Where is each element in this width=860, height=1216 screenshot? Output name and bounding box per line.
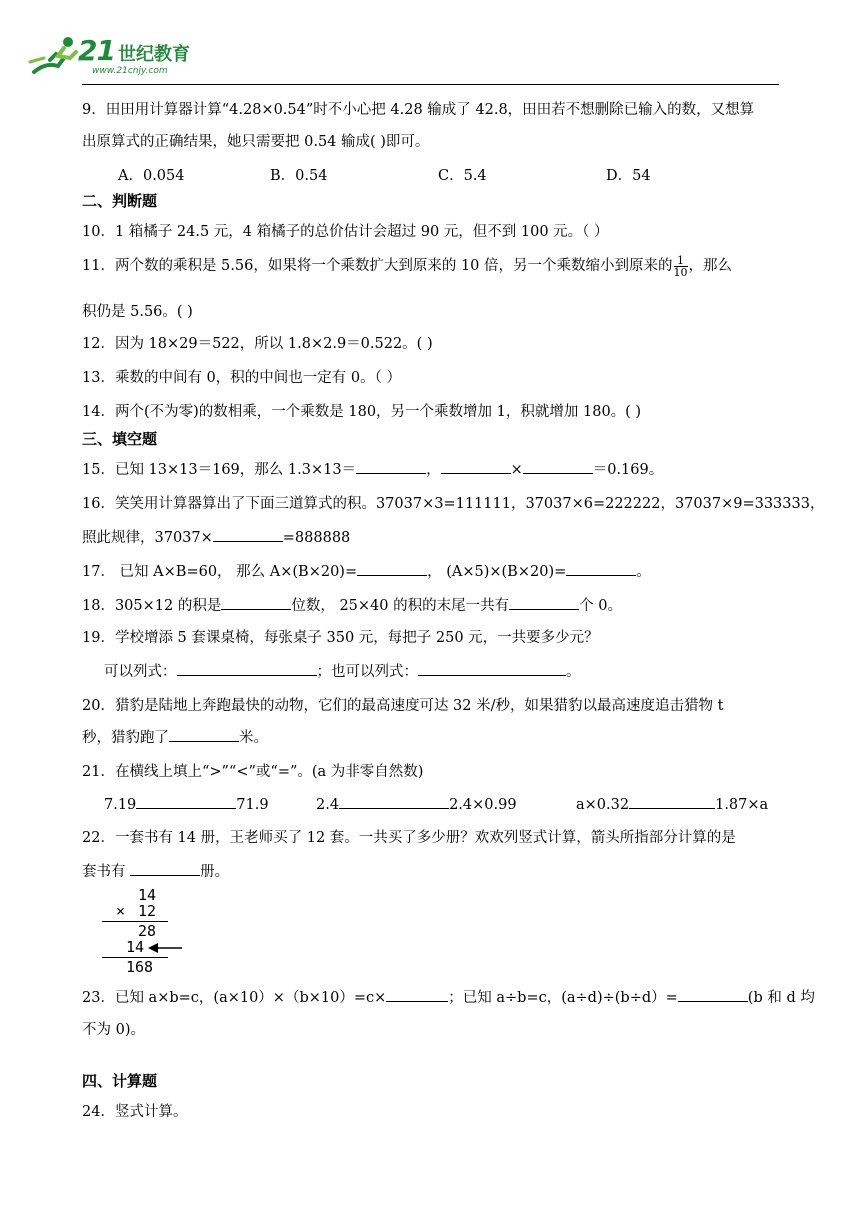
q17-text-a: 17． 已知 A×B=60， 那么 A×(B×20)=: [82, 564, 358, 580]
section-judge-heading: 二、判断题: [82, 192, 158, 210]
q21-line1: 21．在横线上填上“>”“<”或“=”。(a 为非零自然数): [82, 764, 424, 780]
header-divider: [82, 84, 779, 85]
q21-item-3-left: a×0.32: [576, 797, 630, 813]
q23-text-a: 23．已知 a×b=c，(a×10）×（b×10）=c×: [82, 990, 387, 1006]
q9-option-a: A．0.054: [118, 168, 185, 184]
q20-line1: 20．猎豹是陆地上奔跑最快的动物，它们的最高速度可达 32 米/秒，如果猎豹以最高速度追击猎物 t: [82, 698, 724, 714]
fraction-one-tenth: [674, 255, 688, 278]
q19-line2: [104, 660, 581, 681]
q17-text-c: 。: [636, 564, 651, 580]
q11-part1: 11．两个数的乘积是 5.56，如果将一个乘数扩大到原来的 10 倍，另一个乘数缩小到原来的: [82, 258, 673, 274]
q19-text-a: 可以列式：: [104, 664, 177, 680]
q15-text-b: ，: [426, 462, 441, 478]
q15-blank-3[interactable]: [523, 459, 593, 474]
logo-text: 世纪教育: [118, 44, 190, 65]
q18-text-b: 位数， 25×40 的积的末尾一共有: [291, 598, 510, 614]
q24: 24．竖式计算。: [82, 1104, 188, 1120]
q21-blank-1[interactable]: [136, 794, 236, 809]
q18-blank-2[interactable]: [509, 595, 579, 610]
q14: 14．两个(不为零)的数相乘，一个乘数是 180，另一个乘数增加 1，积就增加 180。( ): [82, 404, 642, 420]
q15: [82, 458, 663, 479]
q19-text-b: ；也可以列式：: [316, 664, 418, 680]
q23-blank-1[interactable]: [386, 987, 448, 1002]
q18: [82, 594, 622, 615]
q16-text-a: 照此规律，37037×: [82, 530, 213, 546]
q11-part2: ，那么: [688, 258, 733, 274]
q21-item-1-left: 7.19: [104, 797, 137, 813]
vmul-row-5: 168: [126, 958, 154, 976]
q16-line2: [82, 526, 350, 547]
q13: 13．乘数的中间有 0，积的中间也一定有 0。（ ）: [82, 370, 401, 386]
q15-text-d: ＝0.169。: [592, 462, 664, 478]
fraction-denominator: 10: [673, 265, 688, 279]
q22-blank[interactable]: [130, 861, 200, 876]
q16-text-b: =888888: [282, 530, 351, 546]
q22-line1: 22．一套书有 14 册，王老师买了 12 套。一共买了多少册？欢欢列竖式计算，箭头所指部分计算的是: [82, 830, 736, 846]
q19-text-c: 。: [566, 664, 581, 680]
q22-text-b: 册。: [200, 864, 230, 880]
q16-line1: 16．笑笑用计算器算出了下面三道算式的积。37037×3=111111，37037×6=222222，37037×9=333333，: [82, 496, 825, 512]
q21-blank-2[interactable]: [339, 794, 449, 809]
q17-blank-2[interactable]: [566, 561, 636, 576]
site-logo: [28, 32, 228, 80]
q20-line2: [82, 726, 268, 747]
q17-blank-1[interactable]: [357, 561, 427, 576]
vmul-row-1: 14: [138, 886, 157, 904]
q11-line2: 积仍是 5.56。( ): [82, 304, 193, 320]
vmul-row-4: 14: [126, 938, 145, 956]
q15-text-a: 15．已知 13×13＝169，那么 1.3×13＝: [82, 462, 357, 478]
q21-item-2: [316, 794, 517, 813]
arrow-left-icon: [148, 942, 184, 954]
q18-blank-1[interactable]: [221, 595, 291, 610]
q17-text-b: ， (A×5)×(B×20)=: [427, 564, 567, 580]
q15-blank-1[interactable]: [356, 459, 426, 474]
vertical-multiplication: [100, 886, 172, 976]
q21-item-3: [576, 794, 768, 813]
q23-blank-2[interactable]: [678, 987, 748, 1002]
q20-text-a: 秒，猎豹跑了: [82, 730, 169, 746]
q9-option-c: C．5.4: [438, 168, 487, 184]
fraction-numerator: 1: [674, 255, 688, 267]
q21-blank-3[interactable]: [629, 794, 715, 809]
q9-option-b: B．0.54: [270, 168, 328, 184]
logo-21: 21: [78, 34, 115, 67]
q16-blank[interactable]: [213, 527, 283, 542]
q18-text-a: 18．305×12 的积是: [82, 598, 222, 614]
vmul-row-2: 12: [138, 902, 157, 920]
q20-blank[interactable]: [169, 727, 239, 742]
runner-icon: [28, 32, 80, 76]
q23-text-b: ；已知 a÷b=c，(a÷d)÷(b÷d）=: [448, 990, 678, 1006]
q9-line2: 出原算式的正确结果，她只需要把 0.54 输成( )即可。: [82, 134, 430, 150]
q9-option-d: D．54: [606, 168, 651, 184]
q9-line1: 9．田田用计算器计算“4.28×0.54”时不小心把 4.28 输成了 42.8，田田若不想删除已输入的数，又想算: [82, 102, 755, 118]
q22-text-a: 套书有: [82, 864, 131, 880]
q19-blank-1[interactable]: [177, 661, 317, 676]
q18-text-c: 个 0。: [579, 598, 622, 614]
q17: [82, 560, 651, 581]
q22-line2: [82, 860, 229, 881]
vmul-rule-1: [102, 921, 168, 922]
q21-item-1-right: 71.9: [236, 797, 269, 813]
section-fill-heading: 三、填空题: [82, 430, 158, 448]
q23-text-c: (b 和 d 均: [747, 990, 815, 1006]
section-calc-heading: 四、计算题: [82, 1072, 158, 1090]
q11-line1: [82, 254, 732, 278]
q12: 12．因为 18×29＝522，所以 1.8×2.9＝0.522。( ): [82, 336, 433, 352]
q15-text-c: ×: [510, 462, 523, 478]
q19-line1: 19．学校增添 5 套课桌椅，每张桌子 350 元，每把子 250 元，一共要多少元？: [82, 630, 599, 646]
q10: 10．1 箱橘子 24.5 元，4 箱橘子的总价估计会超过 90 元，但不到 100 元。（ ）: [82, 224, 609, 240]
q21-item-1: [104, 794, 269, 813]
q21-item-2-right: 2.4×0.99: [449, 797, 517, 813]
q19-blank-2[interactable]: [418, 661, 566, 676]
q21-item-3-right: 1.87×a: [715, 797, 769, 813]
q15-blank-2[interactable]: [441, 459, 511, 474]
q21-item-2-left: 2.4: [316, 797, 340, 813]
logo-url: www.21cnjy.com: [92, 66, 168, 76]
q23-line2: 不为 0)。: [82, 1022, 145, 1038]
vmul-row-3: 28: [138, 922, 157, 940]
vmul-times-sign: ×: [116, 902, 126, 920]
q20-text-b: 米。: [239, 730, 268, 746]
q23-line1: [82, 986, 815, 1007]
